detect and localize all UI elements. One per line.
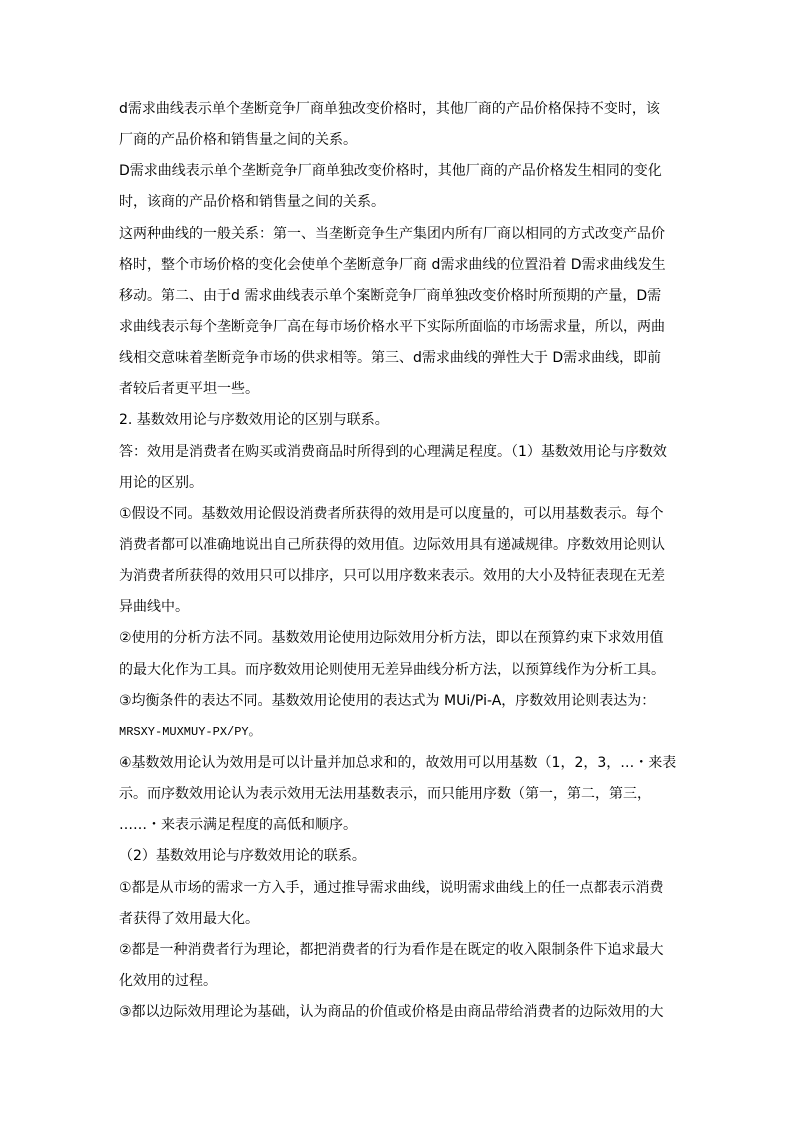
text-line: 示。而序数效用论认为表示效用无法用基数表示，而只能用序数（第一，第二，第三， [119,786,651,803]
text-line: 格时，整个市场价格的变化会使单个垄断意争厂商 d需求曲线的位置沿着 D需求曲线发生 [119,256,666,273]
text-line: 求曲线表示每个垄断竞争厂高在每市场价格水平下实际所面临的市场需求量，所以，两曲 [119,318,665,335]
text-line: 消费者都可以准确地说出自己所获得的效用值。边际效用具有递减规律。序数效用论则认 [119,536,665,553]
text-line: 这两种曲线的一般关系：第一、当垄断竞争生产集团内所有厂商以相同的方式改变产品价 [119,225,665,242]
text-line: ①都是从市场的需求一方入手，通过推导需求曲线，说明需求曲线上的任一点都表示消费 [119,879,664,896]
document-body [119,94,679,1028]
text-line: ①假设不同。基数效用论假设消费者所获得的效用是可以度量的，可以用基数表示。每个 [119,505,664,522]
text-line: 者较后者更平坦一些。 [119,381,259,398]
text-line: 用论的区别。 [119,474,203,491]
text-line: ②使用的分析方法不同。基数效用论使用边际效用分析方法，即以在预算约束下求效用值 [119,630,664,647]
text-line: 的最大化作为工具。而序数效用论则使用无差异曲线分析方法，以预算线作为分析工具。 [119,661,665,678]
text-line: 移动。第二、由于d 需求曲线表示单个案断竞争厂商单独改变价格时所预期的产量，D需 [119,287,662,304]
text-line: 时，该商的产品价格和销售量之间的关系。 [119,194,385,211]
text-line: 2. 基数效用论与序数效用论的区别与联系。 [119,412,389,429]
text-line: ③均衡条件的表达不同。基数效用论使用的表达式为 MUi/Pi-A，序数效用论则表达为： [119,692,656,709]
text-line: 线相交意味着垄断竞争市场的供求相等。第三、d需求曲线的弹性大于 D需求曲线，即前 [119,350,662,367]
text-line: 化效用的过程。 [119,972,217,989]
text-line: ……・来表示满足程度的高低和顺序。 [119,817,357,834]
text-line: ②都是一种消费者行为理论，都把消费者的行为看作是在既定的收入限制条件下追求最大 [119,941,664,958]
text-line: （2）基数效用论与序数效用论的联系。 [119,848,366,865]
text-line: ④基数效用论认为效用是可以计量并加总求和的，故效用可以用基数（1，2，3，…・来表 [119,754,677,771]
text-line: 者获得了效用最大化。 [119,910,259,927]
text-line: 异曲线中。 [119,599,189,616]
text-line: 为消费者所获得的效用只可以排序，只可以用序数来表示。效用的大小及特征表现在无差 [119,568,665,585]
text-line: 厂商的产品价格和销售量之间的关系。 [119,132,357,149]
text-line: MRSXY-MUXMUY-PX/PY。 [119,724,261,739]
text-line: 答：效用是消费者在购买或消费商品时所得到的心理满足程度。（1）基数效用论与序数效 [119,443,667,460]
text-line: D需求曲线表示单个垄断竞争厂商单独改变价格时，其他厂商的产品价格发生相同的变化 [119,163,662,180]
text-line: d需求曲线表示单个垄断竞争厂商单独改变价格时，其他厂商的产品价格保持不变时，该 [119,101,660,117]
text-line: ③都以边际效用理论为基础，认为商品的价值或价格是由商品带给消费者的边际效用的大 [119,1004,664,1021]
